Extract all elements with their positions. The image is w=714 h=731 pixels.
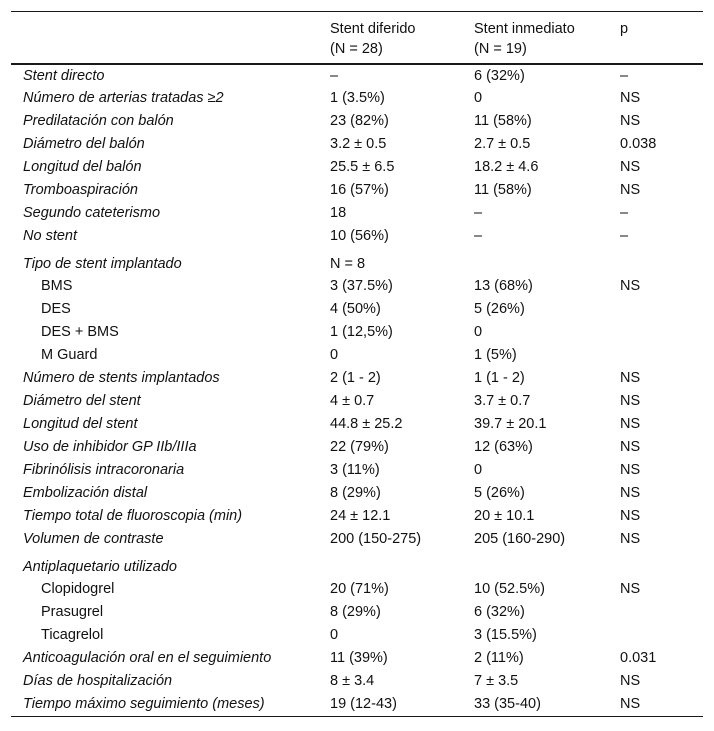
immediate-value-cell: 20 ± 10.1 bbox=[474, 508, 535, 524]
deferred-value-cell: 0 bbox=[330, 627, 339, 643]
deferred-value-cell: 16 (57%) bbox=[330, 182, 389, 198]
p-value-cell bbox=[620, 298, 703, 321]
deferred-value-cell: 19 (12-43) bbox=[330, 696, 397, 713]
row-label-cell: Clopidogrel bbox=[41, 581, 115, 597]
deferred-value-cell: N = 8 bbox=[330, 255, 366, 272]
immediate-value-cell: 205 (160-290) bbox=[474, 531, 566, 547]
p-value-cell: – bbox=[620, 228, 629, 244]
immediate-value-cell: 13 (68%) bbox=[474, 278, 533, 294]
table-row bbox=[11, 225, 703, 248]
p-value-cell: NS bbox=[620, 696, 641, 713]
deferred-value-cell: 3.2 ± 0.5 bbox=[330, 136, 387, 152]
immediate-value-cell: 11 (58%) bbox=[474, 113, 532, 129]
p-value-cell: 0.038 bbox=[620, 136, 657, 152]
immediate-value-cell: 1 (1 - 2) bbox=[474, 370, 525, 386]
table-row bbox=[11, 110, 703, 133]
immediate-value-cell: 3.7 ± 0.7 bbox=[474, 393, 531, 409]
immediate-value-cell bbox=[474, 248, 620, 275]
deferred-value-cell: 10 (56%) bbox=[330, 228, 389, 244]
row-label-cell: Diámetro del stent bbox=[23, 393, 141, 409]
immediate-value-cell: 7 ± 3.5 bbox=[474, 673, 519, 689]
immediate-value-cell: 6 (32%) bbox=[474, 67, 525, 84]
row-label-cell: Fibrinólisis intracoronaria bbox=[23, 462, 185, 478]
deferred-value-cell: 2 (1 - 2) bbox=[330, 370, 381, 386]
immediate-value-cell: 1 (5%) bbox=[474, 347, 517, 363]
deferred-value-cell: 1 (3.5%) bbox=[330, 90, 385, 106]
p-value-cell: NS bbox=[620, 182, 641, 198]
table-container bbox=[11, 11, 703, 717]
row-label-cell: Segundo cateterismo bbox=[23, 205, 161, 221]
deferred-value-cell: 20 (71%) bbox=[330, 581, 389, 597]
immediate-value-cell: 2 (11%) bbox=[474, 650, 524, 666]
row-label-cell: No stent bbox=[23, 228, 77, 244]
row-label-cell: Diámetro del balón bbox=[23, 136, 145, 152]
deferred-value-cell: 44.8 ± 25.2 bbox=[330, 416, 403, 432]
deferred-value-cell bbox=[330, 551, 474, 578]
immediate-value-cell: 0 bbox=[474, 462, 483, 478]
immediate-value-cell: – bbox=[474, 228, 483, 244]
p-value-cell: NS bbox=[620, 439, 641, 455]
table-header bbox=[11, 12, 703, 64]
table-row bbox=[11, 298, 703, 321]
table-row bbox=[11, 367, 703, 390]
header-immediate-title: Stent inmediato bbox=[474, 21, 575, 37]
deferred-value-cell: 3 (11%) bbox=[330, 462, 380, 478]
deferred-value-cell: 25.5 ± 6.5 bbox=[330, 159, 395, 175]
deferred-value-cell: 1 (12,5%) bbox=[330, 324, 393, 340]
table-row bbox=[11, 505, 703, 528]
comparison-table bbox=[11, 11, 703, 717]
row-label-cell: Tiempo máximo seguimiento (meses) bbox=[23, 696, 265, 713]
table-row bbox=[11, 133, 703, 156]
p-value-cell bbox=[620, 624, 703, 647]
immediate-value-cell: 5 (26%) bbox=[474, 485, 525, 501]
p-value-cell: NS bbox=[620, 90, 641, 106]
row-label-cell: Prasugrel bbox=[41, 604, 104, 620]
table-row bbox=[11, 179, 703, 202]
immediate-value-cell: 10 (52.5%) bbox=[474, 581, 545, 597]
p-value-cell: NS bbox=[620, 159, 641, 175]
row-label-cell: Predilatación con balón bbox=[23, 113, 174, 129]
row-label-cell: DES + BMS bbox=[41, 324, 119, 340]
table-row bbox=[11, 248, 703, 275]
header-label-cell bbox=[11, 12, 330, 64]
p-value-cell bbox=[620, 344, 703, 367]
p-value-cell: NS bbox=[620, 278, 641, 294]
immediate-value-cell: 0 bbox=[474, 90, 483, 106]
p-value-cell: NS bbox=[620, 581, 641, 597]
p-value-cell: NS bbox=[620, 462, 641, 478]
p-value-cell: NS bbox=[620, 485, 641, 501]
immediate-value-cell: 11 (58%) bbox=[474, 182, 532, 198]
deferred-value-cell: – bbox=[330, 67, 339, 84]
p-value-cell: NS bbox=[620, 393, 641, 409]
table-row bbox=[11, 647, 703, 670]
immediate-value-cell: 39.7 ± 20.1 bbox=[474, 416, 547, 432]
row-label-cell: Antiplaquetario utilizado bbox=[23, 558, 177, 575]
row-label-cell: Longitud del balón bbox=[23, 159, 142, 175]
deferred-value-cell: 3 (37.5%) bbox=[330, 278, 393, 294]
deferred-value-cell: 18 bbox=[330, 205, 347, 221]
header-row bbox=[11, 12, 703, 64]
table-row bbox=[11, 64, 703, 87]
table-row bbox=[11, 156, 703, 179]
p-value-cell bbox=[620, 551, 703, 578]
row-label-cell: Embolización distal bbox=[23, 485, 148, 501]
table-row bbox=[11, 670, 703, 693]
table-row bbox=[11, 436, 703, 459]
deferred-value-cell: 0 bbox=[330, 347, 339, 363]
p-value-cell bbox=[620, 248, 703, 275]
deferred-value-cell: 11 (39%) bbox=[330, 650, 388, 666]
immediate-value-cell bbox=[474, 551, 620, 578]
table-row bbox=[11, 482, 703, 505]
immediate-value-cell: 3 (15.5%) bbox=[474, 627, 537, 643]
row-label-cell: Ticagrelol bbox=[41, 627, 104, 643]
immediate-value-cell: 5 (26%) bbox=[474, 301, 525, 317]
immediate-value-cell: 2.7 ± 0.5 bbox=[474, 136, 531, 152]
p-value-cell: NS bbox=[620, 370, 641, 386]
table-row bbox=[11, 578, 703, 601]
row-label-cell: Tiempo total de fluoroscopia (min) bbox=[23, 508, 243, 524]
header-p-cell: p bbox=[620, 21, 629, 37]
table-row bbox=[11, 528, 703, 551]
immediate-value-cell: – bbox=[474, 205, 483, 221]
p-value-cell: 0.031 bbox=[620, 650, 657, 666]
header-deferred-title: Stent diferido bbox=[330, 21, 416, 37]
row-label-cell: Volumen de contraste bbox=[23, 531, 164, 547]
p-value-cell: – bbox=[620, 67, 629, 84]
header-immediate-cell bbox=[474, 12, 620, 64]
row-label-cell: Tipo de stent implantado bbox=[23, 255, 182, 272]
p-value-cell bbox=[620, 601, 703, 624]
row-label-cell: Anticoagulación oral en el seguimiento bbox=[23, 650, 272, 666]
p-value-cell: NS bbox=[620, 113, 641, 129]
deferred-value-cell: 23 (82%) bbox=[330, 113, 389, 129]
table-row bbox=[11, 87, 703, 110]
table-row bbox=[11, 624, 703, 647]
table-row bbox=[11, 275, 703, 298]
row-label-cell: Tromboaspiración bbox=[23, 182, 138, 198]
table-row bbox=[11, 390, 703, 413]
header-deferred-cell bbox=[330, 12, 474, 64]
deferred-value-cell: 8 (29%) bbox=[330, 604, 381, 620]
deferred-value-cell: 8 (29%) bbox=[330, 485, 381, 501]
row-label-cell: BMS bbox=[41, 278, 73, 294]
table-row bbox=[11, 693, 703, 717]
p-value-cell bbox=[620, 321, 703, 344]
deferred-value-cell: 200 (150-275) bbox=[330, 531, 422, 547]
table-body bbox=[11, 64, 703, 717]
row-label-cell: Días de hospitalización bbox=[23, 673, 173, 689]
p-value-cell: – bbox=[620, 205, 629, 221]
deferred-value-cell: 8 ± 3.4 bbox=[330, 673, 375, 689]
row-label-cell: Uso de inhibidor GP IIb/IIIa bbox=[23, 439, 197, 455]
row-label-cell: Número de stents implantados bbox=[23, 370, 220, 386]
row-label-cell: M Guard bbox=[41, 347, 98, 363]
deferred-value-cell: 4 ± 0.7 bbox=[330, 393, 375, 409]
row-label-cell: DES bbox=[41, 301, 71, 317]
table-row bbox=[11, 551, 703, 578]
p-value-cell: NS bbox=[620, 416, 641, 432]
table-row bbox=[11, 459, 703, 482]
row-label-cell: Número de arterias tratadas ≥2 bbox=[23, 90, 224, 106]
immediate-value-cell: 6 (32%) bbox=[474, 604, 525, 620]
deferred-value-cell: 22 (79%) bbox=[330, 439, 389, 455]
deferred-value-cell: 24 ± 12.1 bbox=[330, 508, 391, 524]
immediate-value-cell: 33 (35-40) bbox=[474, 696, 541, 713]
row-label-cell: Longitud del stent bbox=[23, 416, 138, 432]
p-value-cell: NS bbox=[620, 508, 641, 524]
immediate-value-cell: 18.2 ± 4.6 bbox=[474, 159, 539, 175]
row-label-cell: Stent directo bbox=[23, 67, 105, 84]
p-value-cell: NS bbox=[620, 673, 641, 689]
header-immediate-n: (N = 19) bbox=[474, 41, 527, 57]
immediate-value-cell: 12 (63%) bbox=[474, 439, 533, 455]
deferred-value-cell: 4 (50%) bbox=[330, 301, 381, 317]
table-row bbox=[11, 413, 703, 436]
table-row bbox=[11, 344, 703, 367]
p-value-cell: NS bbox=[620, 531, 641, 547]
table-row bbox=[11, 601, 703, 624]
table-row bbox=[11, 321, 703, 344]
immediate-value-cell: 0 bbox=[474, 324, 483, 340]
table-row bbox=[11, 202, 703, 225]
header-deferred-n: (N = 28) bbox=[330, 41, 383, 57]
